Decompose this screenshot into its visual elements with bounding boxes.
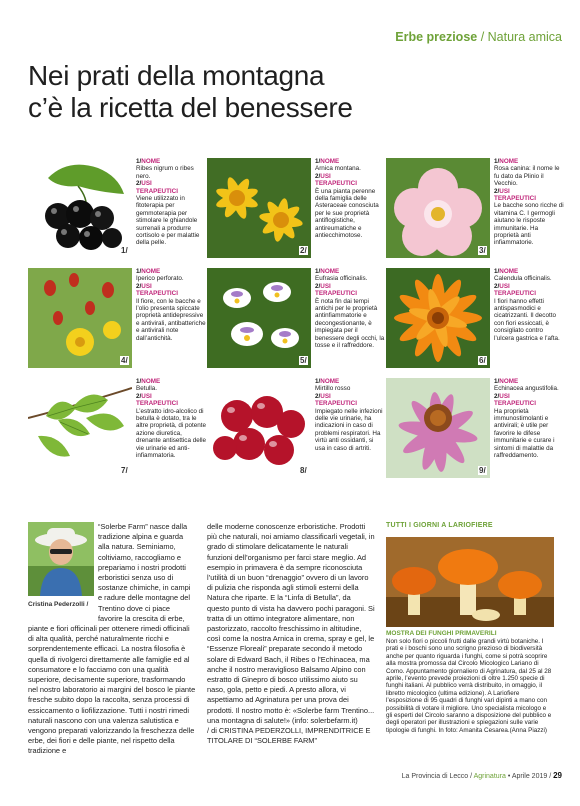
plant-number: 8/	[300, 466, 307, 475]
label-nome: NOME	[499, 268, 519, 275]
label-terapeutici: TERAPEUTICI	[494, 195, 536, 203]
label-usi: USI	[320, 392, 331, 400]
label-usi: USI	[499, 187, 510, 195]
plant-card-8	[207, 378, 385, 484]
plant-number: 9/	[479, 466, 486, 475]
label-nome: NOME	[320, 158, 340, 165]
article-column-2	[207, 522, 375, 746]
label-usi: USI	[320, 282, 331, 290]
plant-name: Eufrasia officinalis.	[315, 275, 368, 283]
label-usi: USI	[141, 282, 152, 290]
label-usi: USI	[320, 172, 331, 180]
plant-uses: Ha proprietà immunostimolanti e antivirali; è utile per favorire le difese immunitarie e curare i sintomi di malattie da raffreddamento.	[494, 407, 555, 460]
section-name: Erbe preziose	[395, 30, 478, 44]
label-terapeutici: TERAPEUTICI	[315, 180, 357, 188]
label-terapeutici: TERAPEUTICI	[494, 400, 536, 408]
st-johns-wort-photo	[28, 268, 132, 368]
footer-date: • Aprile 2019 /	[505, 773, 554, 780]
plant-number: 5/	[300, 356, 307, 365]
cranberry-photo	[207, 378, 311, 478]
label-terapeutici: TERAPEUTICI	[136, 290, 178, 298]
echinacea-photo	[386, 378, 490, 478]
plant-card-7	[28, 378, 206, 484]
plant-name: Calendula officinalis.	[494, 275, 552, 283]
plant-uses: È nota fin dai tempi antichi per le proprietà antinfiammatorie e decongestionante, è impiegata per il benessere degli occhi, la tosse e il raffreddore.	[315, 297, 385, 350]
plant-uses: È una pianta perenne della famiglia delle Asteraceae conosciuta per le sue proprietà antiflogistiche, antireumatiche e antiecchimotose.	[315, 187, 379, 240]
label-nome: NOME	[141, 268, 161, 275]
article-signature: / di CRISTINA PEDERZOLLI, IMPRENDITRICE E TITOLARE DI “SOLERBE FARM”	[207, 726, 371, 746]
plant-uses: I fiori hanno effetti antispasmodici e cicatrizzanti. Il decotto con fiori essiccati, è consigliato contro l’ulcera gastrica e l’afta.	[494, 297, 560, 342]
article-intro: “Solerbe Farm” nasce dalla tradizione alpina e guarda alla natura. Seminiamo, coltiviamo, raccogliamo e prepariamo i nostri prodotti erboristici senza uso di sostanze chimiche, in campi e radure delle montagne del Trentino dove ci piace favorire la crescita di erbe,	[98, 522, 191, 623]
plant-info: 1/NOME Mirtillo rosso 2/USI TERAPEUTICI Impiegato nelle infezioni delle vie urinarie, ha indicazioni in caso di problemi respiratori. Ha virtù anti ossidanti, si usa in caso di artriti.	[315, 378, 385, 452]
author-portrait	[28, 522, 94, 596]
label-nome: NOME	[141, 378, 161, 385]
portrait-caption: Cristina Pederzolli /	[28, 601, 89, 608]
birch-photo	[28, 378, 132, 478]
plant-info: 1/NOME Betulla. 2/USI TERAPEUTICI L’estratto idro-alcolico di betulla è dotato, tra le altre proprietà, di potente azione diuretica, drenante antisettica delle vie urinarie ed anti-infiammatoria.	[136, 378, 207, 460]
plant-name: Arnica montana.	[315, 165, 361, 173]
plant-card-5	[207, 268, 385, 374]
label-nome: NOME	[320, 268, 340, 275]
footer-publication: La Provincia di Lecco	[401, 773, 469, 780]
blackcurrant-photo	[28, 158, 132, 258]
label-nome: NOME	[499, 158, 519, 165]
plant-name: Mirtillo rosso	[315, 385, 351, 393]
title-line-2: c’è la ricetta del benessere	[28, 92, 353, 123]
plant-name: Rosa canina: il nome le fu dato da Plinio il Vecchio.	[494, 165, 560, 188]
plant-number: 1/	[121, 246, 128, 255]
label-nome: NOME	[141, 158, 161, 165]
page-number: 29	[553, 771, 562, 780]
article-title	[28, 60, 448, 124]
plant-info: 1/NOME Echinacea angustifolia. 2/USI TERAPEUTICI Ha proprietà immunostimolanti e antivirali; è utile per favorire le difese immunitarie e curare i sintomi di malattie da raffreddamento.	[494, 378, 564, 459]
sidebar-heading: TUTTI I GIORNI A LARIOFIERE	[386, 522, 493, 529]
sidebar-body: Non solo fiori o piccoli frutti dalle grandi virtù botaniche. I prati e i boschi sono uno scrigno prezioso di biodiversità anche per quanto riguarda i funghi, come si potrà scoprire alla mostra promossa dal Circolo Micologico Lariano di Como. Appuntamento giornaliero di Agrinatura, dal 25 al 28 aprile, l’evento prevede proiezioni di oltre 1.250 specie di funghi italiani. Al pubblico verrà distribuito, in omaggio, il libretto micologico (ultima edizione). A Lariofiere l’esposizione di 95 quadri di funghi vari dipinti a mano con possibilità di votare il migliore. Uno specialista micologo e gli esperti del Circolo saranno a disposizione del pubblico e degli operatori per illustrazioni e spiegazioni sulle varie tipologie di funghi. In foto: Amanita Cesarea.(Anna Piazzi)	[386, 638, 552, 734]
label-nome: NOME	[499, 378, 519, 385]
plant-card-4	[28, 268, 206, 374]
plant-card-1	[28, 158, 206, 264]
label-terapeutici: TERAPEUTICI	[494, 290, 536, 298]
title-line-1: Nei prati della montagna	[28, 60, 325, 91]
label-terapeutici: TERAPEUTICI	[136, 187, 178, 195]
plant-name: Echinacea angustifolia.	[494, 385, 559, 393]
article-body-2: delle moderne conoscenze erboristiche. Prodotti più che naturali, noi amiamo classificarli vegetali, in grado di stimolare delicatamente le naturali funzioni dell’organismo per farci stare meglio. Ad esempio in primavera è da sempre riconosciuta l’utilità di un buon “drenaggio” ovvero di un lavoro di pulizia che risponda agli stimoli esterni della Natura che riparte. E la “Linfa di Betulla”, da questo punto di vista ha davvero pochi paragoni. Si tratta di un ottimo integratore alimentare, non pastorizzato, raccolto freschissimo in altitudine, così come la nostra Arnica in crema, spray e gel, le “Essenze Floreali” preparate secondo il metodo solare di Edward Bach, il Ribes o l’Echinacea, ma anche il nostro meraviglioso Balsamo Alpino con estratto di Ginepro di bosco utilissimo aiuto su naso, gola, petto e piedi. A presto allora, vi aspettiamo ad Agrinatura per una prova dei prodotti. Il nostro motto è: «Solerbe farm Trentino... una montagna di salute!» (info: solerbefarm.it)	[207, 522, 375, 725]
plant-uses: Impiegato nelle infezioni delle vie urinarie, ha indicazioni in caso di problemi respiratori. Ha virtù anti ossidanti, si usa in caso di artriti.	[315, 407, 383, 452]
footer-separator: /	[468, 773, 474, 780]
label-usi: USI	[141, 392, 152, 400]
arnica-photo	[207, 158, 311, 258]
label-nome: NOME	[320, 378, 340, 385]
plant-name: Iperico perforato.	[136, 275, 184, 283]
plant-info: 1/NOME Eufrasia officinalis. 2/USI TERAPEUTICI È nota fin dai tempi antichi per le proprietà antinfiammatorie e decongestionante, è impiegata per il benessere degli occhi, la tosse e il raffreddore.	[315, 268, 385, 350]
plant-uses: Viene utilizzato in fitoterapia per gemmoterapia per stimolare le ghiandole surrenali a produrre cortisolo e per malattie della pelle.	[136, 195, 200, 247]
plant-uses: Il fiore, con le bacche e l’olio presenta spiccate proprietà antidepressive e antivirali, antibatteriche e antivirali note dall’antichità.	[136, 297, 206, 342]
subsection-name: Natura amica	[487, 30, 562, 44]
plant-card-2	[207, 158, 385, 264]
plant-card-3	[386, 158, 564, 264]
plant-card-6	[386, 268, 564, 374]
plant-info: 1/NOME Calendula officinalis. 2/USI TERAPEUTICI I fiori hanno effetti antispasmodici e cicatrizzanti. Il decotto con fiori essiccati, è consigliato contro l’ulcera gastrica e l’afta.	[494, 268, 564, 342]
footer-supplement: Agrinatura	[473, 773, 506, 780]
calendula-photo	[386, 268, 490, 368]
label-terapeutici: TERAPEUTICI	[315, 400, 357, 408]
section-header	[395, 30, 562, 44]
plant-name: Ribes nigrum o ribes nero.	[136, 165, 194, 180]
section-separator: /	[477, 30, 488, 44]
plant-number: 3/	[479, 246, 486, 255]
plant-uses: Le bacche sono ricche di vitamina C. I germogli aiutano le risposte immunitarie. Ha proprietà anti infiammatorie.	[494, 202, 564, 247]
plant-number: 4/	[121, 356, 128, 365]
label-usi: USI	[499, 282, 510, 290]
plant-info: 1/NOME Arnica montana. 2/USI TERAPEUTICI È una pianta perenne della famiglia delle Asteraceae conosciuta per le sue proprietà antiflogistiche, antireumatiche e antiecchimotose.	[315, 158, 385, 239]
plant-number: 7/	[121, 466, 128, 475]
plant-info: 1/NOME Ribes nigrum o ribes nero. 2/USI TERAPEUTICI Viene utilizzato in fitoterapia per gemmoterapia per stimolare le ghiandole surrenali a produrre cortisolo e per malattie della pelle.	[136, 158, 206, 247]
dog-rose-photo	[386, 158, 490, 258]
plant-info: 1/NOME Rosa canina: il nome le fu dato da Plinio il Vecchio. 2/USI TERAPEUTICI Le bacche sono ricche di vitamina C. I germogli aiutano le risposte immunitarie. Ha proprietà anti infiammatorie.	[494, 158, 564, 247]
plant-number: 6/	[479, 356, 486, 365]
plant-number: 2/	[300, 246, 307, 255]
label-usi: USI	[141, 180, 152, 188]
mushrooms-photo	[386, 537, 554, 627]
eyebright-photo	[207, 268, 311, 368]
article-body-1: piante e fiori officinali per ottenere rimedi officinali di alta qualità, perché naturalmente ricchi e sorprendentemente efficaci. La nostra filosofia è quella di rivolgerci direttamente alle famiglie ed al consumatore e lo facciamo con una qualità superiore, decisamente superiore, trasformando nel nostro laboratorio ai margini del bosco le piante fresche subito dopo la raccolta, senza processi di essiccamento o liofilizzazione. Tutti i nostri rimedi naturali nascono con una valenza salutistica e vengono preparati valorizzando la freschezza delle erbe, dei fiori e delle piante, nel rispetto della tradizione e	[28, 624, 196, 756]
label-terapeutici: TERAPEUTICI	[136, 400, 178, 408]
label-usi: USI	[499, 392, 510, 400]
plant-uses: L’estratto idro-alcolico di betulla è dotato, tra le altre proprietà, di potente azione diuretica, drenante antisettica delle vie urinarie ed anti-infiammatoria.	[136, 407, 207, 460]
page-footer	[402, 771, 562, 780]
plant-card-9	[386, 378, 564, 484]
sidebar-subheading: MOSTRA DEI FUNGHI PRIMAVERILI	[386, 630, 497, 637]
label-terapeutici: TERAPEUTICI	[315, 290, 357, 298]
plant-name: Betulla.	[136, 385, 158, 393]
plant-info: 1/NOME Iperico perforato. 2/USI TERAPEUTICI Il fiore, con le bacche e l’olio presenta spiccate proprietà antidepressive e antivirali, antibatteriche e antivirali note dall’antichità.	[136, 268, 206, 342]
